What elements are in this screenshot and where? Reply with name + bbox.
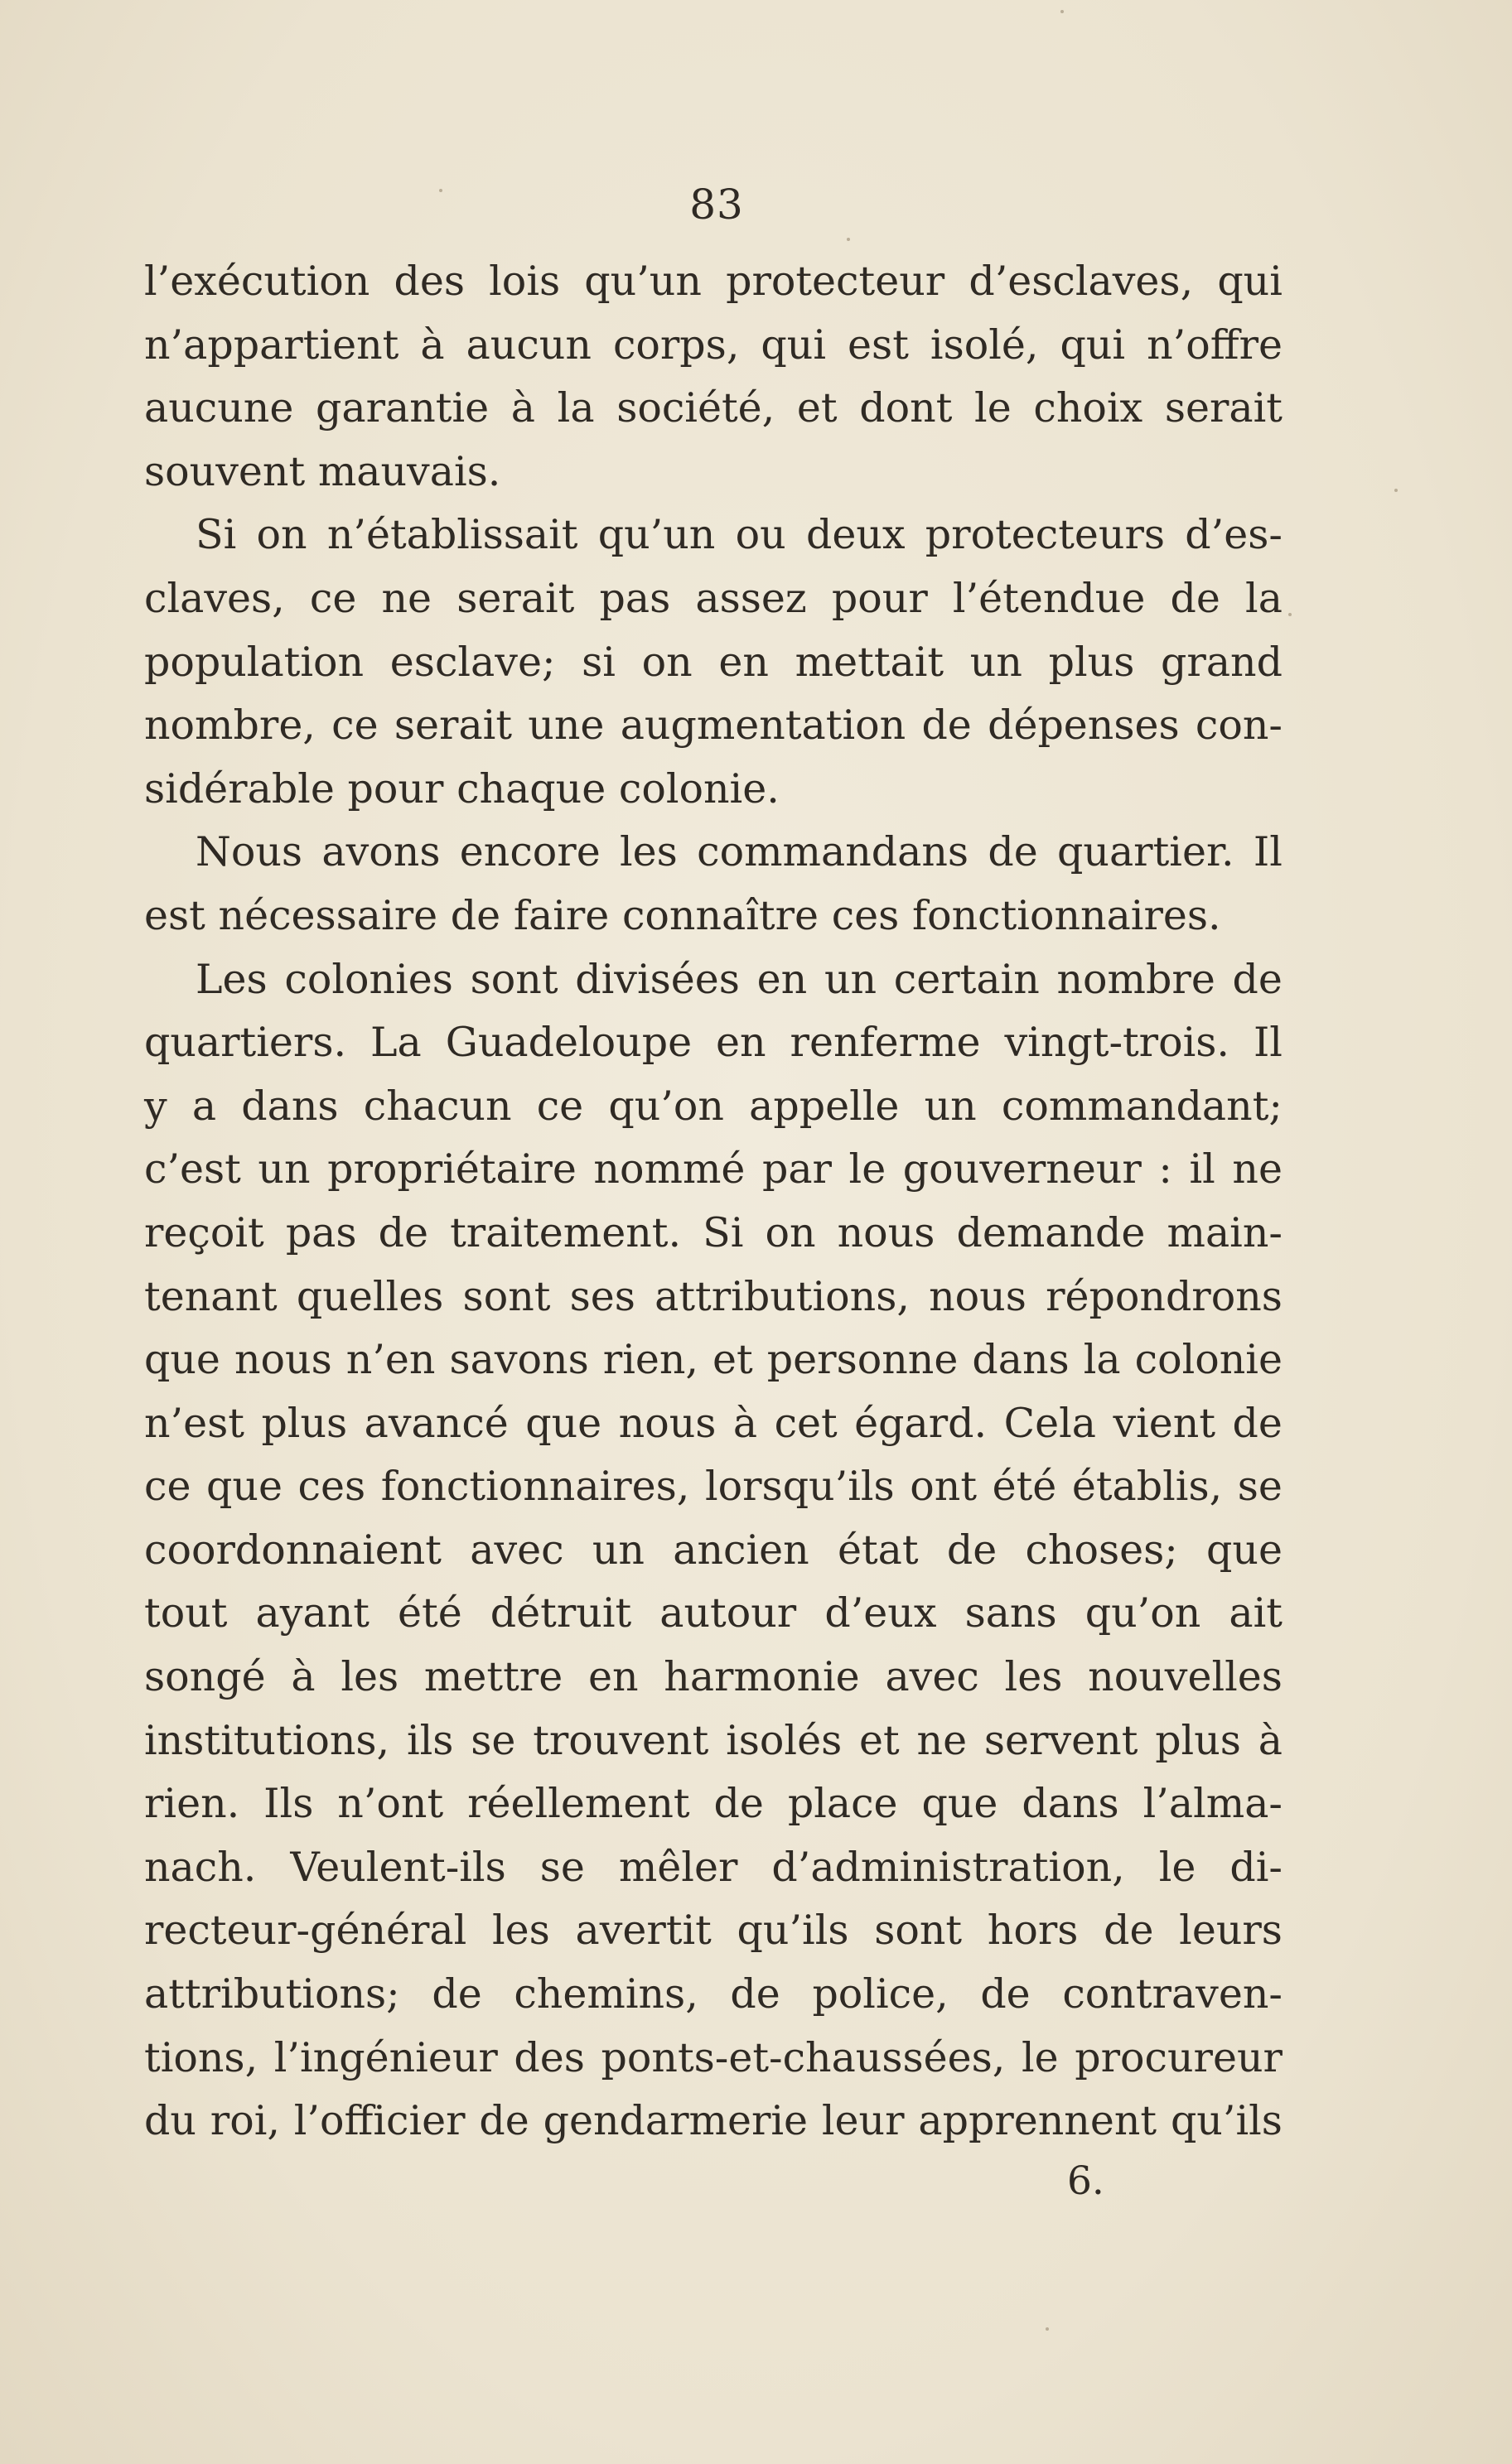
word: établis, xyxy=(1071,1463,1223,1511)
word: pour xyxy=(831,574,928,622)
word: coordonnaient xyxy=(144,1526,442,1574)
word: que xyxy=(525,1399,602,1447)
word: un xyxy=(824,955,877,1003)
text-line xyxy=(144,1772,1283,1836)
word: leur xyxy=(821,2097,905,2145)
word: qui xyxy=(1060,321,1126,369)
word: y xyxy=(144,1082,167,1130)
word: ne xyxy=(916,1716,968,1764)
word: l’alma- xyxy=(1142,1780,1283,1828)
word: plus xyxy=(1155,1716,1241,1764)
word: des xyxy=(514,2033,585,2081)
text-line xyxy=(144,1455,1283,1519)
word: un xyxy=(592,1526,645,1574)
word: colonie xyxy=(1134,1336,1283,1384)
word: dans xyxy=(1022,1780,1119,1828)
word: les xyxy=(341,1653,399,1701)
word: en xyxy=(718,638,769,686)
word: attributions, xyxy=(655,1272,910,1320)
word: nombre, xyxy=(144,702,316,750)
word: nommé xyxy=(593,1145,746,1193)
word: personne xyxy=(766,1336,959,1384)
text-line xyxy=(144,1899,1283,1963)
word: été xyxy=(398,1589,462,1637)
word: que xyxy=(1206,1526,1283,1574)
word: divisées xyxy=(575,955,740,1003)
word: de xyxy=(980,1970,1031,2018)
word: hors xyxy=(987,1907,1079,1955)
word: songé xyxy=(144,1653,266,1701)
word: ce xyxy=(331,702,379,750)
text-line xyxy=(144,1392,1283,1456)
word: apprennent xyxy=(918,2097,1157,2145)
text-line xyxy=(144,631,1283,695)
word: con- xyxy=(1195,702,1283,750)
word: la xyxy=(1083,1336,1121,1384)
word: nécessaire xyxy=(218,891,438,939)
word: réellement xyxy=(467,1780,690,1828)
text-line xyxy=(144,567,1283,631)
word: ces xyxy=(297,1463,366,1511)
text-line xyxy=(144,2090,1283,2153)
word: Cela xyxy=(1003,1399,1096,1447)
word: Si xyxy=(196,511,237,559)
word: quartier. xyxy=(1057,828,1234,876)
text-line xyxy=(144,1836,1283,1900)
word: assez xyxy=(695,574,807,622)
word: trouvent xyxy=(533,1716,709,1764)
page-number: 83 xyxy=(689,181,744,229)
word: attributions; xyxy=(144,1970,400,2018)
text-line xyxy=(144,250,1283,314)
word: est xyxy=(144,891,205,939)
word: aucun xyxy=(466,321,592,369)
word: gouverneur xyxy=(902,1145,1142,1193)
word: plus xyxy=(1048,638,1135,686)
word: sont xyxy=(874,1907,963,1955)
word: savons xyxy=(449,1336,589,1384)
word: ayant xyxy=(255,1589,370,1637)
word: si xyxy=(582,638,616,686)
word: l’exécution xyxy=(144,258,370,305)
word: main- xyxy=(1167,1208,1283,1256)
word: pas xyxy=(285,1208,357,1256)
word: recteur-général xyxy=(144,1907,467,1955)
word: de xyxy=(1104,1907,1154,1955)
word: La xyxy=(370,1019,422,1067)
word: vingt-trois. xyxy=(1004,1019,1230,1067)
word: contraven- xyxy=(1062,1970,1283,2018)
word: Si xyxy=(703,1208,744,1256)
word: répondrons xyxy=(1046,1272,1283,1320)
word: de xyxy=(921,702,972,750)
word: Les xyxy=(196,955,268,1003)
text-line xyxy=(144,504,1283,567)
word: se xyxy=(471,1716,516,1764)
word: le xyxy=(974,384,1012,432)
word: de xyxy=(378,1208,428,1256)
word: l’ingénieur xyxy=(273,2033,498,2081)
word: n’est xyxy=(144,1399,244,1447)
word: n’offre xyxy=(1147,321,1283,369)
word: par xyxy=(761,1145,832,1193)
word: se xyxy=(1237,1463,1283,1511)
word: pour xyxy=(347,764,444,812)
word: dans xyxy=(241,1082,339,1130)
word: traitement. xyxy=(450,1208,682,1256)
word: et xyxy=(713,1336,753,1384)
word: Ils xyxy=(263,1780,314,1828)
word: tout xyxy=(144,1589,228,1637)
word: avancé xyxy=(364,1399,509,1447)
word: ancien xyxy=(673,1526,809,1574)
word: isolés xyxy=(726,1716,843,1764)
word: qui xyxy=(761,321,827,369)
word: un xyxy=(258,1145,311,1193)
word: le xyxy=(1021,2033,1059,2081)
word: ils xyxy=(406,1716,454,1764)
word: vient xyxy=(1113,1399,1216,1447)
word: n’en xyxy=(345,1336,436,1384)
word: Il xyxy=(1253,828,1283,876)
word: en xyxy=(756,955,808,1003)
word: ou xyxy=(735,511,786,559)
word: serait xyxy=(456,574,575,622)
word: des xyxy=(394,258,465,305)
word: d’administration, xyxy=(771,1843,1125,1891)
word: en xyxy=(716,1019,766,1067)
word: et xyxy=(796,384,838,432)
word: une xyxy=(528,702,605,750)
word: la xyxy=(1245,574,1283,622)
word: ce xyxy=(144,1463,191,1511)
word: nous xyxy=(837,1208,935,1256)
word: grand xyxy=(1161,638,1283,686)
body-text xyxy=(144,250,1283,2153)
word: à xyxy=(1258,1716,1283,1764)
text-line xyxy=(144,1138,1283,1202)
word: qu’un xyxy=(597,511,716,559)
word: du xyxy=(144,2097,196,2145)
word: qu’on xyxy=(608,1082,724,1130)
text-line xyxy=(144,1075,1283,1139)
word: sans xyxy=(964,1589,1057,1637)
text-line xyxy=(144,377,1283,441)
word: de xyxy=(730,1970,780,2018)
text-line xyxy=(144,948,1283,1012)
word: le xyxy=(848,1145,886,1193)
word: avec xyxy=(470,1526,564,1574)
word: augmentation xyxy=(620,702,906,750)
word: mêler xyxy=(618,1843,738,1891)
word: à xyxy=(510,384,536,432)
word: serait xyxy=(1164,384,1283,432)
text-line xyxy=(144,1011,1283,1075)
word: d’eux xyxy=(824,1589,937,1637)
word: mauvais. xyxy=(317,447,501,495)
word: chaque xyxy=(456,764,606,812)
word: à xyxy=(291,1653,316,1701)
word: harmonie xyxy=(664,1653,860,1701)
word: deux xyxy=(805,511,906,559)
word: de xyxy=(988,828,1038,876)
signature-mark: 6. xyxy=(1067,2158,1104,2204)
word: n’appartient xyxy=(144,321,399,369)
word: se xyxy=(539,1843,585,1891)
word: avertit xyxy=(575,1907,712,1955)
word: place xyxy=(787,1780,898,1828)
word: ne xyxy=(1232,1145,1283,1193)
word: société, xyxy=(616,384,775,432)
word: reçoit xyxy=(144,1208,264,1256)
word: détruit xyxy=(490,1589,632,1637)
text-line xyxy=(144,1709,1283,1773)
word: les xyxy=(492,1907,550,1955)
word: quartiers. xyxy=(144,1019,347,1067)
text-line xyxy=(144,441,1283,504)
text-line xyxy=(144,758,1283,822)
word: garantie xyxy=(316,384,490,432)
word: ait xyxy=(1229,1589,1283,1637)
word: a xyxy=(191,1082,217,1130)
word: claves, xyxy=(144,574,285,622)
word: Il xyxy=(1253,1019,1283,1067)
text-line xyxy=(144,1963,1283,2027)
word: nous xyxy=(929,1272,1027,1320)
word: d’esclaves, xyxy=(969,258,1194,305)
text-line xyxy=(144,694,1283,758)
word: corps, xyxy=(612,321,740,369)
word: nous xyxy=(234,1336,332,1384)
word: institutions, xyxy=(144,1716,390,1764)
word: de xyxy=(479,2097,529,2145)
word: un xyxy=(924,1082,977,1130)
word: tenant xyxy=(144,1272,278,1320)
word: dépenses xyxy=(988,702,1180,750)
word: sont xyxy=(462,1272,551,1320)
word: qui xyxy=(1217,258,1283,305)
word: à xyxy=(420,321,445,369)
text-line xyxy=(144,885,1283,948)
word: qu’on xyxy=(1084,1589,1201,1637)
word: de xyxy=(946,1526,998,1574)
word: un xyxy=(969,638,1022,686)
word: Guadeloupe xyxy=(445,1019,693,1067)
text-line xyxy=(144,1328,1283,1392)
word: certain xyxy=(893,955,1040,1003)
word: aucune xyxy=(144,384,294,432)
text-line xyxy=(144,821,1283,885)
word: rien, xyxy=(602,1336,699,1384)
word: renferme xyxy=(790,1019,981,1067)
word: nous xyxy=(618,1399,717,1447)
word: il xyxy=(1189,1145,1215,1193)
word: qu’un xyxy=(584,258,702,305)
word: d’es- xyxy=(1185,511,1283,559)
word: état xyxy=(837,1526,919,1574)
word: été xyxy=(992,1463,1057,1511)
word: l’étendue xyxy=(952,574,1146,622)
word: de xyxy=(1232,955,1283,1003)
word: égard. xyxy=(854,1399,988,1447)
word: choses; xyxy=(1025,1526,1178,1574)
word: nouvelles xyxy=(1088,1653,1283,1701)
word: le xyxy=(1158,1843,1196,1891)
word: autour xyxy=(659,1589,797,1637)
word: : xyxy=(1158,1145,1172,1193)
word: la xyxy=(557,384,595,432)
word: pas xyxy=(599,574,671,622)
word: tions, xyxy=(144,2033,258,2081)
word: choix xyxy=(1033,384,1143,432)
word: n’établissait xyxy=(326,511,578,559)
word: esclave; xyxy=(389,638,556,686)
word: plus xyxy=(261,1399,348,1447)
word: demande xyxy=(956,1208,1146,1256)
word: fonctionnaires. xyxy=(911,891,1221,939)
word: protecteur xyxy=(726,258,945,305)
word: avons xyxy=(321,828,441,876)
word: connaître xyxy=(621,891,819,939)
word: mettait xyxy=(795,638,944,686)
word: colonies xyxy=(284,955,453,1003)
word: chemins, xyxy=(514,1970,698,2018)
word: de xyxy=(432,1970,482,2018)
word: propriétaire xyxy=(327,1145,577,1193)
text-line xyxy=(144,1646,1283,1709)
word: à xyxy=(732,1399,758,1447)
word: est xyxy=(848,321,909,369)
word: les xyxy=(620,828,678,876)
word: on xyxy=(765,1208,816,1256)
word: roi, xyxy=(210,2097,280,2145)
word: de xyxy=(1232,1399,1283,1447)
word: de xyxy=(1170,574,1220,622)
word: de xyxy=(450,891,501,939)
word: dont xyxy=(859,384,953,432)
text-line xyxy=(144,2027,1283,2090)
word: encore xyxy=(459,828,601,876)
word: di- xyxy=(1229,1843,1283,1891)
word: police, xyxy=(812,1970,949,2018)
word: lorsqu’ils xyxy=(704,1463,895,1511)
word: Nous xyxy=(196,828,303,876)
word: chacun xyxy=(363,1082,512,1130)
word: sont xyxy=(470,955,558,1003)
word: de xyxy=(713,1780,764,1828)
text-line xyxy=(144,1582,1283,1646)
text-line xyxy=(144,314,1283,378)
word: commandans xyxy=(697,828,969,876)
word: fonctionnaires, xyxy=(380,1463,690,1511)
text-line xyxy=(144,1519,1283,1583)
word: et xyxy=(859,1716,900,1764)
word: n’ont xyxy=(337,1780,444,1828)
word: colonie. xyxy=(618,764,780,812)
text-line xyxy=(144,1202,1283,1266)
word: nach. xyxy=(144,1843,257,1891)
word: qu’ils xyxy=(1170,2097,1283,2145)
word: mettre xyxy=(423,1653,563,1701)
word: dans xyxy=(972,1336,1070,1384)
word: appelle xyxy=(749,1082,900,1130)
word: on xyxy=(256,511,307,559)
word: que xyxy=(206,1463,283,1511)
word: serait xyxy=(394,702,513,750)
word: ce xyxy=(309,574,357,622)
word: isolé, xyxy=(930,321,1039,369)
text-line xyxy=(144,1266,1283,1329)
word: gendarmerie xyxy=(543,2097,809,2145)
word: procureur xyxy=(1075,2033,1283,2081)
word: ponts-et-chaussées, xyxy=(601,2033,1006,2081)
word: souvent xyxy=(144,447,306,495)
word: ses xyxy=(569,1272,635,1320)
word: quelles xyxy=(296,1272,444,1320)
word: l’officier xyxy=(293,2097,466,2145)
word: population xyxy=(144,638,365,686)
word: rien. xyxy=(144,1780,240,1828)
word: servent xyxy=(983,1716,1138,1764)
word: protecteurs xyxy=(925,511,1166,559)
word: cet xyxy=(774,1399,838,1447)
word: ces xyxy=(831,891,900,939)
word: qu’ils xyxy=(737,1907,849,1955)
word: avec xyxy=(885,1653,979,1701)
word: c’est xyxy=(144,1145,241,1193)
word: sidérable xyxy=(144,764,335,812)
word: lois xyxy=(489,258,561,305)
word: les xyxy=(1004,1653,1063,1701)
word: leurs xyxy=(1179,1907,1283,1955)
word: on xyxy=(641,638,693,686)
word: Veulent-ils xyxy=(290,1843,506,1891)
word: ont xyxy=(910,1463,978,1511)
word: ce xyxy=(536,1082,584,1130)
word: commandant; xyxy=(1001,1082,1283,1130)
word: que xyxy=(144,1336,220,1384)
word: faire xyxy=(513,891,610,939)
word: ne xyxy=(381,574,432,622)
word: que xyxy=(921,1780,998,1828)
word: nombre xyxy=(1056,955,1215,1003)
word: en xyxy=(587,1653,639,1701)
